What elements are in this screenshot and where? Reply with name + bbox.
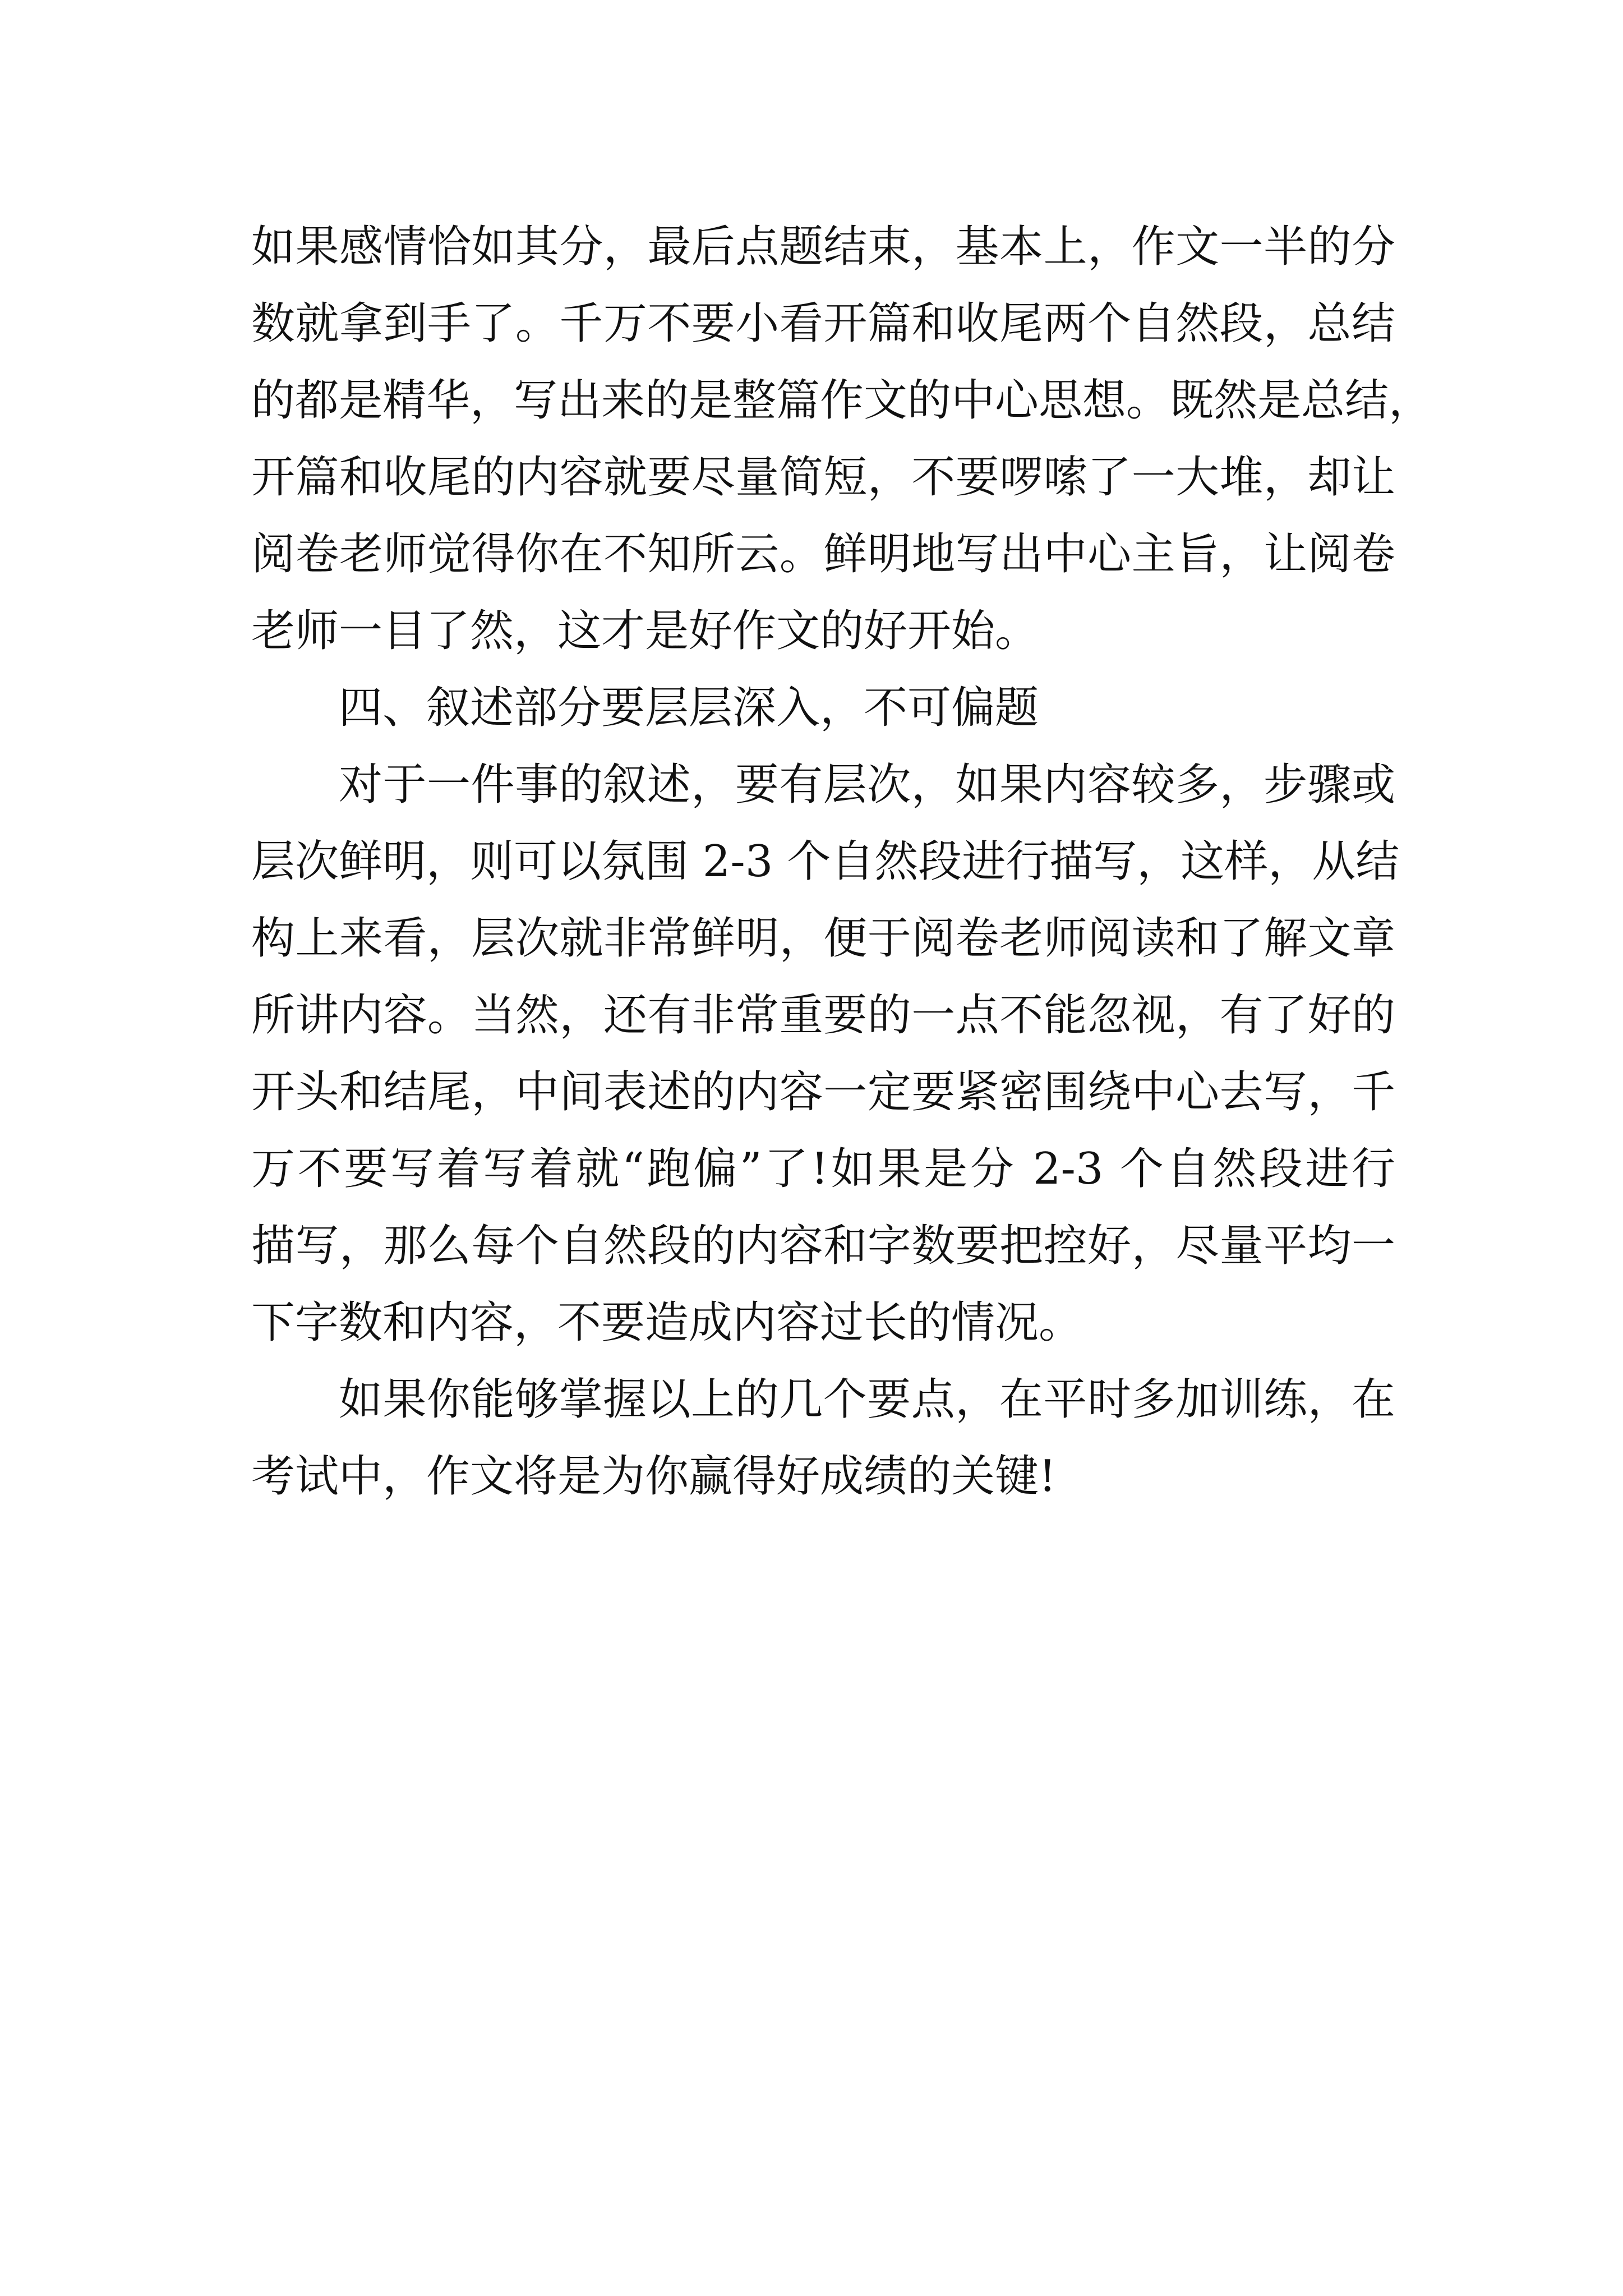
text-line: 描写，那么每个自然段的内容和字数要把控好，尽量平均一: [251, 1221, 1395, 1271]
text-line: 如果你能够掌握以上的几个要点，在平时多加训练，在: [339, 1374, 1395, 1425]
text-line: 所讲内容。当然，还有非常重要的一点不能忽视，有了好的: [251, 990, 1395, 1041]
text-line: 数就拿到手了。千万不要小看开篇和收尾两个自然段，总结: [251, 298, 1395, 349]
section-heading: 四、叙述部分要层层深入，不可偏题: [339, 683, 1039, 733]
text-line: 考试中，作文将是为你赢得好成绩的关键!: [251, 1451, 1057, 1502]
text-line: 老师一目了然，这才是好作文的好开始。: [251, 606, 1039, 656]
text-line: 对于一件事的叙述，要有层次，如果内容较多，步骤或: [339, 760, 1395, 810]
text-line: 的都是精华，写出来的是整篇作文的中心思想。既然是总结，: [251, 375, 1433, 426]
text-line: 万不要写着写着就“跑偏”了!如果是分 2-3 个自然段进行: [251, 1144, 1395, 1194]
text-line: 构上来看，层次就非常鲜明，便于阅卷老师阅读和了解文章: [251, 913, 1395, 964]
text-line: 下字数和内容，不要造成内容过长的情况。: [251, 1297, 1083, 1348]
text-line: 开头和结尾，中间表述的内容一定要紧密围绕中心去写，千: [251, 1067, 1395, 1117]
text-line: 开篇和收尾的内容就要尽量简短，不要啰嗦了一大堆，却让: [251, 452, 1395, 503]
text-line: 阅卷老师觉得你在不知所云。鲜明地写出中心主旨，让阅卷: [251, 529, 1395, 579]
body-text: [251, 209, 1433, 1515]
text-line: 如果感情恰如其分，最后点题结束，基本上，作文一半的分: [251, 222, 1395, 272]
text-line: 层次鲜明，则可以氛围 2-3 个自然段进行描写，这样，从结: [251, 836, 1400, 887]
